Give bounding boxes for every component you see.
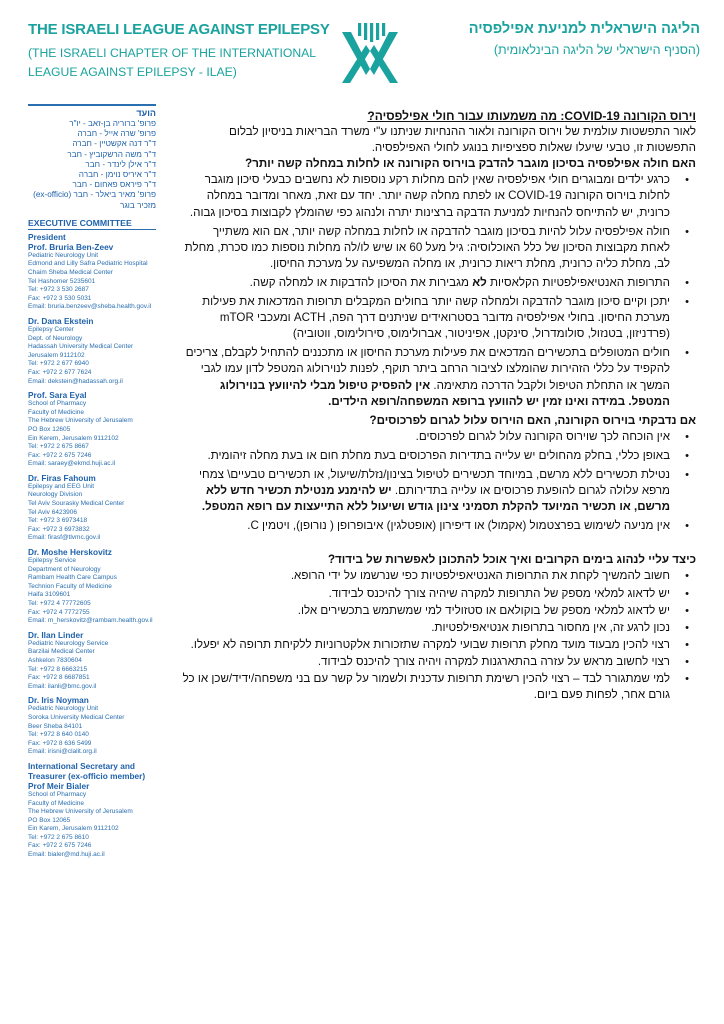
item-text: נכון לרגע זה, אין מחסור בתרופות אנטיאפילפטיות. xyxy=(431,620,670,634)
member-detail: Neurology Division xyxy=(28,491,83,499)
member-detail: School of Pharmacy xyxy=(28,400,87,408)
list-item xyxy=(182,345,670,409)
emphasis-text: אין להפסיק טיפול מבלי להיוועץ בנוירולוג המטפל. במידה ואינו זמין יש להוועץ ברופא המשפחה/רופא הילדים. xyxy=(219,378,670,408)
member-detail: Pediatric Neurology Unit xyxy=(28,251,99,259)
member-detail: Department of Neurology xyxy=(28,565,101,573)
member-detail: Tel Aviv Sourasky Medical Center xyxy=(28,500,125,508)
list-item xyxy=(182,448,670,464)
council-member: פרופ' שרה אייל - חברה xyxy=(77,129,156,139)
member-detail: Hadassah University Medical Center xyxy=(28,343,134,351)
article-body xyxy=(182,108,696,704)
item-text: יש לדאוג למלאי מספק של בוקולאם או סטזוליד למי שמשתמש בתכשירים אלו. xyxy=(297,603,670,617)
item-text: נטילת תכשירים ללא מרשם, במיוחד תכשירים לטיפול בצינון/נזלת/שיעול, או תכשירים טבעיים\ צמחי מרפא עלולה לגרום להופעת פרכוסים או עלייה בתדירותם. xyxy=(199,467,670,498)
member-name: Dr. Ilan Linder xyxy=(28,629,84,640)
member-detail: The Hebrew University of Jerusalem xyxy=(28,808,133,816)
member-detail: Email: bialer@md.huji.ac.il xyxy=(28,851,105,859)
member-detail: Soroka University Medical Center xyxy=(28,713,125,721)
item-text: אין הוכחה לכך שוירוס הקורונה עלול לגרום לפרכוסים. xyxy=(415,429,670,443)
member-detail: Rambam Health Care Campus xyxy=(28,574,117,582)
committee-member xyxy=(28,316,156,386)
item-text: באופן כללי, בחלק מהחולים יש עלייה בתדירות הפרכוסים בעת מחלת חום או בעת מחלה זיהומית. xyxy=(207,448,670,462)
item-text: מגבירות את הסיכון להדבקות או למחלה קשה. xyxy=(249,275,473,289)
list-item xyxy=(182,275,670,291)
league-subtitle-line2: LEAGUE AGAINST EPILEPSY - ILAE) xyxy=(28,65,237,79)
member-detail: Edmond and Lilly Safra Pediatric Hospital xyxy=(28,260,148,268)
member-detail: Faculty of Medicine xyxy=(28,799,84,807)
item-text: חולה אפילפסיה עלול להיות בסיכון מוגבר להדבקה או לחלות במחלה קשה יותר, אם הוא משתייך לאחת מקבוצות הסיכון של כלל האוכלוסיה: גיל מעל 60 או שיש לו/לה מחלות נוספות כמו סכרת, מחלת לב, מחלת כליה כרונית, מחלת ריאות כרונית, או מחלה המשפיעה על מערכת החיסון. xyxy=(184,224,670,270)
list-item xyxy=(182,671,670,703)
item-text: רצוי לחשוב מראש על עזרה בהתארגנות למקרה ויהיה צורך להיכנס לבידוד. xyxy=(317,654,670,668)
member-detail: The Hebrew University of Jerusalem xyxy=(28,417,133,425)
committee-member xyxy=(28,547,156,626)
member-detail: Fax: +972 8 6687851 xyxy=(28,674,90,682)
item-text: כרגע ילדים ומבוגרים חולי אפילפסיה שאין להם מחלות רקע נוספות לא נחשבים כבעלי סיכון מוגבר לחלות בוירוס הקורונה COVID-19 או לפתח מחלה קשה יותר. יחד עם זאת, מאחר ומדובר במחלה כרונית, יש להתייחס להנחיות למניעת הדבקה ברצינות יתרה ולנהוג כפי שהומלץ לקבוצות בסיכון גבוה. xyxy=(189,173,670,219)
member-detail: Epilepsy Center xyxy=(28,325,74,333)
member-detail: Fax: +972 2 675 7246 xyxy=(28,451,92,459)
list-item xyxy=(182,568,670,584)
president-label: President xyxy=(28,231,66,242)
item-text: חשוב להמשיך לקחת את התרופות האנטיאפילפטיות כפי שנרשמו על ידי הרופא. xyxy=(290,569,670,583)
item-text: רצוי להכין מבעוד מועד מחלק תרופות שבועי למקרה שתזכורות אלקטרוניות ללקיחת תרופה לא יפעלו. xyxy=(190,637,670,651)
member-detail: Beer Sheba 84101 xyxy=(28,722,83,730)
council-list xyxy=(28,119,156,211)
committee-member xyxy=(28,242,156,312)
member-detail: Tel: +972 2 677 6940 xyxy=(28,360,89,368)
member-detail: Fax: +972 4 7772755 xyxy=(28,608,90,616)
member-detail: Fax: +972 2 677 7624 xyxy=(28,368,92,376)
member-detail: Chaim Sheba Medical Center xyxy=(28,269,113,277)
item-text: חולים המטופלים בתכשירים המדכאים את פעילות מערכת החיסון או מתכננים להתחיל לקבלם, צריכים להקפיד על כללי הזהירות שהומלצו לציבור הרחב ביתר תוקף, לפנות לנוירולוג המטפל לדון עמו לגבי המשך או התחלת הטיפול ולקבל הדרכה מתאימה. xyxy=(185,346,670,392)
member-detail: Barzilai Medical Center xyxy=(28,648,95,656)
member-detail: School of Pharmacy xyxy=(28,790,87,798)
item-text: התרופות האנטיאפילפטיות הקלאסיות xyxy=(486,275,670,289)
member-detail: Tel: +972 8 6663215 xyxy=(28,665,88,673)
member-detail: Fax: +972 8 636 5499 xyxy=(28,739,92,747)
list-item xyxy=(182,294,670,342)
member-detail: Ein Karem, Jerusalem 9112102 xyxy=(28,825,119,833)
member-detail: Ashkelon 7830604 xyxy=(28,656,82,664)
member-detail: Email: dekstein@hadassah.org.il xyxy=(28,377,123,385)
question-1-heading: האם חולה אפילפסיה בסיכון מוגבר להדבק בוירוס הקורונה או לחלות במחלה קשה יותר? xyxy=(245,157,696,171)
council-member: מזכיר בוגר xyxy=(119,200,156,210)
member-detail: Tel: +972 3 530 2687 xyxy=(28,286,89,294)
league-subtitle-line1: (THE ISRAELI CHAPTER OF THE INTERNATIONAL xyxy=(28,46,317,60)
list-item xyxy=(182,429,670,445)
member-detail: Epilepsy and EEG Unit xyxy=(28,482,95,490)
member-detail: Fax: +972 2 675 7246 xyxy=(28,842,92,850)
member-detail: Epilepsy Service xyxy=(28,557,77,565)
committee-member xyxy=(28,473,156,543)
member-detail: Fax: +972 3 6973832 xyxy=(28,525,90,533)
member-detail: PO Box 12605 xyxy=(28,425,71,433)
member-detail: Jerusalem 9112102 xyxy=(28,351,85,359)
member-detail: Faculty of Medicine xyxy=(28,408,84,416)
member-detail: Tel: +972 2 675 8667 xyxy=(28,443,89,451)
member-detail: Email: ilanli@bmc.gov.il xyxy=(28,682,97,690)
member-detail: Pediatric Neurology Service xyxy=(28,639,109,647)
committee-member xyxy=(28,695,156,757)
header-hebrew xyxy=(420,21,700,57)
council-member: ד"ר דנה אקשטיין - חברה xyxy=(72,139,156,149)
member-detail: Email: saraey@ekmd.huji.ac.il xyxy=(28,460,116,468)
member-detail: Tel Aviv 6423906 xyxy=(28,508,78,516)
member-detail: Tel: +972 4 77772605 xyxy=(28,600,91,608)
member-detail: PO Box 12065 xyxy=(28,816,71,824)
member-detail: Tel: +972 2 675 8610 xyxy=(28,833,89,841)
member-name: Dr. Moshe Herskovitz xyxy=(28,547,112,558)
council-member: ד"ר אילן לינדר - חבר xyxy=(85,159,156,169)
league-logo-icon xyxy=(339,23,401,85)
member-name: Dr. Dana Ekstein xyxy=(28,315,94,326)
member-detail: Tel: +972 3 6973418 xyxy=(28,517,88,525)
item-text: אין מניעה לשימוש בפרצטמול (אקמול) או דיפירון (אופטלגין) איבופרופן ( נורופן), ויטמין C. xyxy=(247,519,670,533)
list-item xyxy=(182,518,670,534)
emphasis-text: יש להימנע מנטילת תכשיר חדש ללא מרשם, או תכשיר המיועד להקלת תסמיני צינון גודש ושיעול ללא התייעצות עם רופא המטפל. xyxy=(201,484,670,514)
member-name: Prof. Bruria Ben-Zeev xyxy=(28,241,114,252)
list-item xyxy=(182,620,670,636)
question-2-heading: אם נדבקתי בוירוס הקורונה, האם הוירוס עלול לגרום לפרכוסים? xyxy=(369,413,696,427)
international-member xyxy=(28,781,156,860)
council-member: פרופ' ברוריה בן-זאב - יו"ר xyxy=(69,119,156,128)
member-detail: Email: firasf@tlvmc.gov.il xyxy=(28,534,101,542)
committee-member xyxy=(28,630,156,692)
international-secretary-label: International Secretary and Treasurer (ex-officio member) xyxy=(28,760,146,781)
committee-members xyxy=(28,242,156,757)
member-name: Prof. Sara Eyal xyxy=(28,390,87,401)
member-detail: Pediatric Neurology Unit xyxy=(28,705,99,713)
member-detail: Dept. of Neurology xyxy=(28,334,83,342)
question-2-list xyxy=(182,429,696,535)
council-title: הועד xyxy=(136,108,156,118)
question-1-list xyxy=(182,172,696,409)
council-member: ד"ר משה הרשקוביץ - חבר xyxy=(67,149,156,159)
list-item xyxy=(182,637,670,653)
member-detail: Email: m_herskovitz@rambam.health.gov.il xyxy=(28,617,153,625)
member-detail: Haifa 3109601 xyxy=(28,591,71,599)
member-detail: Email: irisni@clalit.org.il xyxy=(28,748,97,756)
member-detail: Email: bruria.benzeev@sheba.health.gov.il xyxy=(28,303,152,311)
council-member: ד"ר איריס נוימן - חברה xyxy=(78,170,156,180)
item-text: למי שמתגורר לבד – רצוי להכין רשימת תרופות עדכנית ולשמור על קשר עם בני משפחה/ידיד/שכן או כל גורם אחר, לפחות פעם ביום. xyxy=(182,672,670,702)
item-text: יתכן וקיים סיכון מוגבר להדבקה ולמחלה קשה יותר בחולים המקבלים תרופות המדכאות את פעילות מערכת החיסון. בחולי אפילפסיה מדובר בסטרואידים שניתנים דרך הפה, ACTH ומעכבי mTOR (פרדניזון, בטנזול, סולומדרול, סינקטן, אפיניטור, אברולימוס, סירולימוס, ווטוביה) xyxy=(202,295,670,341)
list-item xyxy=(182,586,670,602)
executive-committee-title: EXECUTIVE COMMITTEE xyxy=(28,218,156,230)
header-english xyxy=(28,21,328,82)
emphasis-text: לא xyxy=(472,275,487,289)
list-item xyxy=(182,603,670,619)
member-name: Dr. Firas Fahoum xyxy=(28,472,96,483)
member-name: Prof Meir Bialer xyxy=(28,780,90,791)
intro-paragraph: לאור התפשטות עולמית של וירוס הקורונה ולאור ההנחיות שניתנו ע"י משרד הבריאות בניסיון לבלום התפשטות זו, טבעי שיעלו שאלות ספציפיות בנוגע לחולי האפילפסיה. xyxy=(229,125,696,155)
item-text: יש לדאוג למלאי מספק של התרופות למקרה שיהיה צורך להיכנס לבידוד. xyxy=(328,586,670,600)
member-name: Dr. Iris Noyman xyxy=(28,695,89,706)
member-detail: Ein Kerem, Jerusalem 9112102 xyxy=(28,434,119,442)
league-name-hebrew: הליגה הישראלית למניעת אפילפסיה xyxy=(468,21,700,37)
committee-member xyxy=(28,390,156,469)
list-item xyxy=(182,654,670,670)
committee-member xyxy=(28,781,156,860)
question-3-heading: כיצד עליי לנהוג בימים הקרובים ואיך אוכל להתכונן לאפשרות של בידוד? xyxy=(327,553,696,567)
list-item xyxy=(182,224,670,272)
list-item xyxy=(182,467,670,515)
question-3-list xyxy=(182,568,696,703)
committee-sidebar xyxy=(28,104,156,860)
league-subtitle-hebrew: (הסניף הישראלי של הליגה הבינלאומית) xyxy=(493,43,700,57)
member-detail: Tel: +972 8 640 0140 xyxy=(28,731,89,739)
article-title: וירוס הקורונה COVID-19: מה משמעותו עבור חולי אפילפסיה? xyxy=(367,109,696,123)
league-name-english: THE ISRAELI LEAGUE AGAINST EPILEPSY xyxy=(28,21,330,38)
member-detail: Tel Hashomer 5235601 xyxy=(28,277,96,285)
council-member: פרופ' מאיר ביאלר - חבר (ex-officio) xyxy=(33,190,156,200)
member-detail: Technion Faculty of Medicine xyxy=(28,582,112,590)
council-member: ד"ר פיראס פאחום - חבר xyxy=(72,180,156,190)
member-detail: Fax: +972 3 530 5031 xyxy=(28,294,92,302)
list-item xyxy=(182,172,670,220)
